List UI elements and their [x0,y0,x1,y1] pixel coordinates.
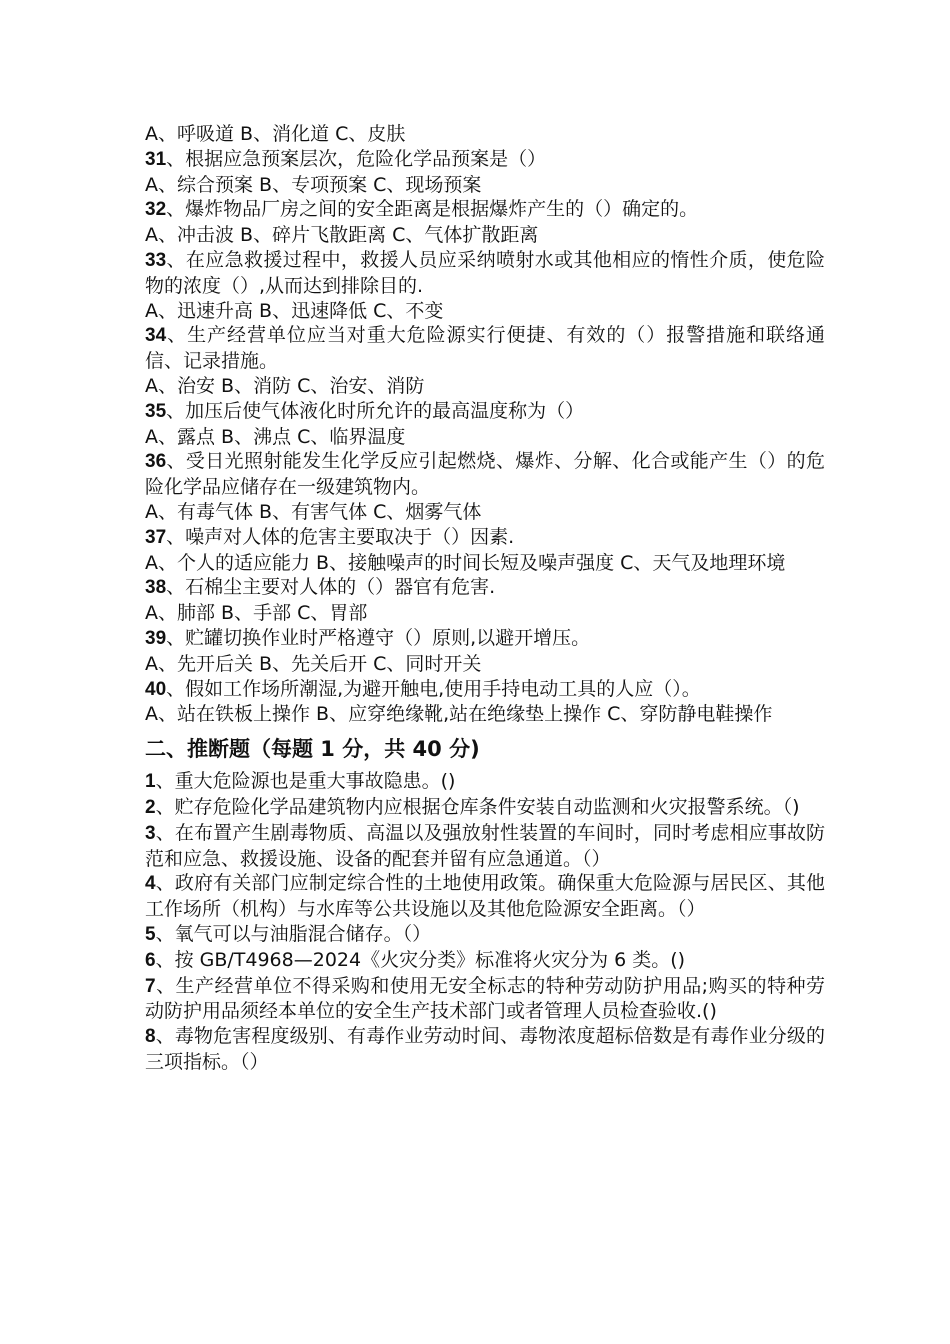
question-item [145,626,825,652]
question-number: 31 [145,148,167,170]
section-heading: 二、推断题（每题 1 分，共 40 分) [145,737,480,762]
question-item [145,197,825,223]
question-item [145,677,825,703]
question-number: 4 [145,873,156,895]
question-text: 、在应急救援过程中，救援人员应采纳喷射水或其他相应的惰性介质，使危险物的浓度（）,从而达到排除目的. [145,248,825,297]
question-text: A、站在铁板上操作 B、应穿绝缘靴,站在绝缘垫上操作 C、穿防静电鞋操作 [145,703,773,726]
question-item [145,147,825,173]
question-item [145,821,825,872]
question-text: A、个人的适应能力 B、接触噪声的时间长短及噪声强度 C、天气及地理环境 [145,551,786,574]
question-text: 、贮罐切换作业时严格遵守（）原则,以避开增压。 [166,626,591,649]
question-text: 、石棉尘主要对人体的（）器官有危害. [166,576,496,599]
question-list-part1 [145,122,825,727]
question-number: 7 [145,975,156,997]
answer-options [145,425,825,450]
question-item [145,795,825,821]
answer-options [145,374,825,399]
question-number: 2 [145,796,156,818]
question-list-part2 [145,769,825,1075]
question-number: 33 [145,249,167,271]
question-text: 、重大危险源也是重大事故隐患。() [155,770,456,793]
question-text: A、呼吸道 B、消化道 C、皮肤 [145,123,406,145]
question-item [145,922,825,948]
question-text: 、受日光照射能发生化学反应引起燃烧、爆炸、分解、化合或能产生（）的危险化学品应储存在一级建筑物内。 [145,450,825,499]
question-text: 、噪声对人体的危害主要取决于（）因素. [166,525,515,548]
answer-options [145,173,825,198]
question-number: 34 [145,325,167,347]
question-text: 、生产经营单位应当对重大危险源实行便捷、有效的（）报警措施和联络通信、记录措施。 [145,324,825,373]
question-text: A、肺部 B、手部 C、胃部 [145,602,368,625]
question-text: A、露点 B、沸点 C、临界温度 [145,425,406,448]
answer-options [145,122,825,147]
question-item [145,525,825,551]
question-number: 5 [145,923,156,945]
answer-options [145,652,825,677]
question-number: 1 [145,771,156,793]
document-page [145,122,825,1075]
question-item [145,948,825,974]
question-text: A、冲击波 B、碎片飞散距离 C、气体扩散距离 [145,224,539,247]
question-item [145,575,825,601]
question-number: 38 [145,577,167,599]
question-text: A、治安 B、消防 C、治安、消防 [145,374,425,397]
question-number: 40 [145,678,167,700]
question-number: 39 [145,627,167,649]
answer-options [145,500,825,525]
question-text: 、爆炸物品厂房之间的安全距离是根据爆炸产生的（）确定的。 [166,198,699,221]
question-item [145,769,825,795]
question-text: 、假如工作场所潮湿,为避开触电,使用手持电动工具的人应（）。 [166,677,701,700]
question-number: 32 [145,199,167,221]
question-item [145,974,825,1025]
question-text: 、按 GB/T4968—2024《火灾分类》标准将火灾分为 6 类。() [155,948,686,971]
question-text: A、有毒气体 B、有害气体 C、烟雾气体 [145,500,482,523]
question-item [145,248,825,299]
question-item [145,323,825,374]
question-text: 、根据应急预案层次，危险化学品预案是（） [166,147,547,170]
question-item [145,1024,825,1075]
question-text: 、氧气可以与油脂混合储存。（） [155,922,432,945]
question-text: A、先开后关 B、先关后开 C、同时开关 [145,652,482,675]
answer-options [145,601,825,626]
question-text: 、在布置产生剧毒物质、高温以及强放射性装置的车间时，同时考虑相应事故防范和应急、救援设施、设备的配套并留有应急通道。（） [145,821,825,870]
question-item [145,449,825,500]
question-text: A、综合预案 B、专项预案 C、现场预案 [145,173,482,196]
question-text: 、生产经营单位不得采购和使用无安全标志的特种劳动防护用品;购买的特种劳动防护用品须经本单位的安全生产技术部门或者管理人员检查验收.() [145,974,825,1023]
answer-options [145,223,825,248]
question-number: 6 [145,949,156,971]
question-text: A、迅速升高 B、迅速降低 C、不变 [145,299,444,322]
question-number: 3 [145,822,156,844]
answer-options [145,551,825,576]
question-item [145,399,825,425]
question-text: 、政府有关部门应制定综合性的土地使用政策。确保重大危险源与居民区、其他工作场所（机构）与水库等公共设施以及其他危险源安全距离。（） [145,872,825,921]
question-text: 、贮存危险化学品建筑物内应根据仓库条件安装自动监测和火灾报警系统。（) [155,795,800,818]
question-number: 37 [145,526,167,548]
question-text: 、毒物危害程度级别、有毒作业劳动时间、毒物浓度超标倍数是有毒作业分级的三项指标。（） [145,1025,825,1073]
question-number: 8 [145,1026,156,1048]
answer-options [145,299,825,324]
question-item [145,871,825,922]
question-number: 35 [145,400,167,422]
question-number: 36 [145,451,167,473]
question-text: 、加压后使气体液化时所允许的最高温度称为（） [166,399,585,422]
answer-options [145,702,825,727]
